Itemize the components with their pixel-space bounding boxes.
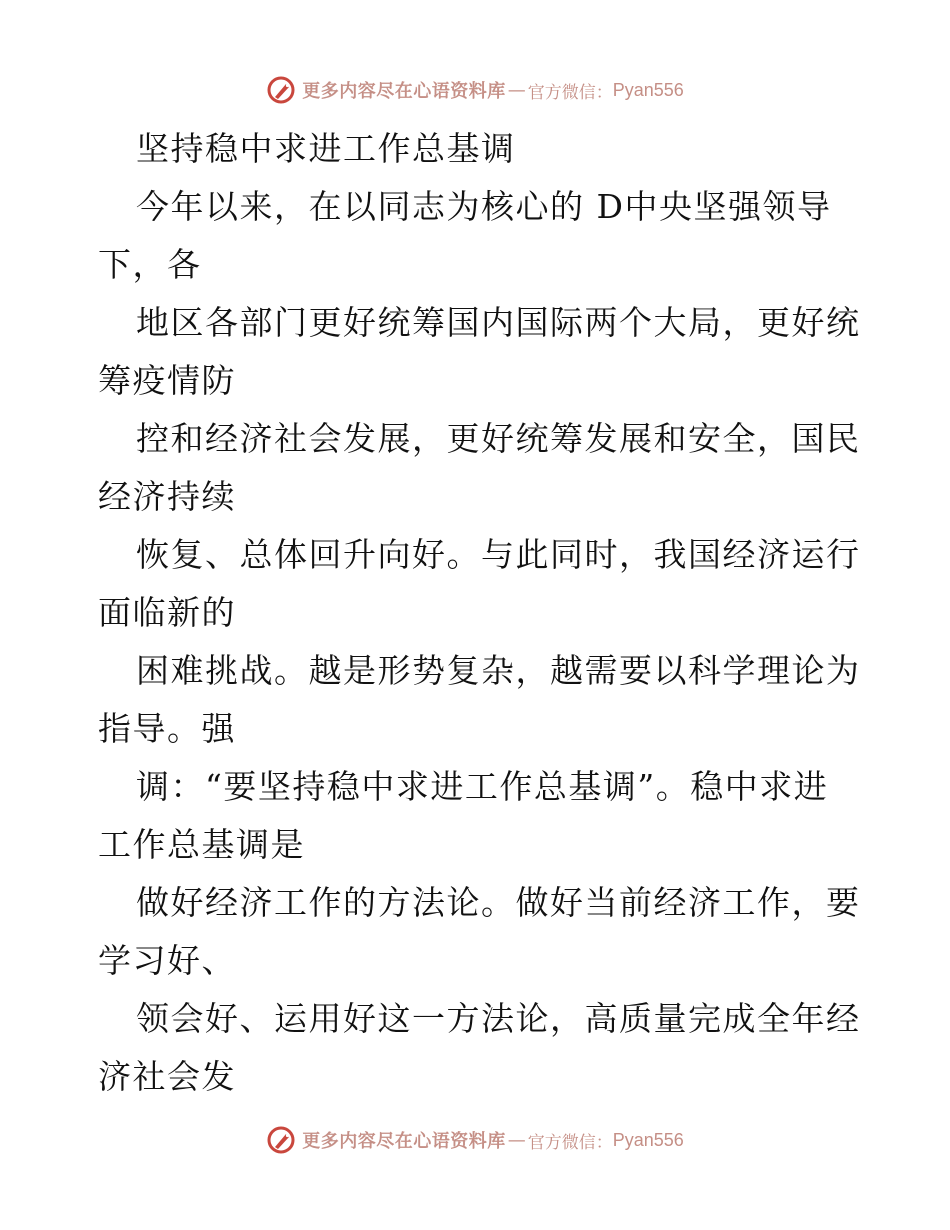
banner-wechat-id: Pyan556 bbox=[612, 1129, 684, 1150]
paragraph-line: 学习好、 bbox=[98, 941, 236, 980]
document-title: 坚持稳中求进工作总基调 bbox=[136, 129, 516, 168]
pen-nib-logo-icon bbox=[266, 1125, 296, 1155]
paragraph-line: 控和经济社会发展，更好统筹发展和安全，国民 bbox=[136, 419, 861, 458]
header-watermark-banner bbox=[0, 70, 950, 110]
paragraph-line: 下，各 bbox=[98, 245, 202, 284]
paragraph-line: 工作总基调是 bbox=[98, 825, 305, 864]
banner-wechat-label: 官方微信： bbox=[527, 82, 613, 103]
paragraph-line: 困难挑战。越是形势复杂，越需要以科学理论为 bbox=[136, 651, 861, 690]
banner-wechat-label: 官方微信： bbox=[527, 1132, 613, 1153]
pen-nib-logo-icon bbox=[266, 75, 296, 105]
paragraph-line: 领会好、运用好这一方法论，高质量完成全年经 bbox=[136, 999, 861, 1038]
banner-wechat-id: Pyan556 bbox=[612, 79, 684, 100]
paragraph-line: 济社会发 bbox=[98, 1057, 236, 1096]
paragraph-line: 今年以来，在以同志为核心的 D中央坚强领导 bbox=[136, 187, 832, 226]
document-body bbox=[98, 120, 861, 1106]
paragraph-line: 面临新的 bbox=[98, 593, 236, 632]
paragraph-line: 地区各部门更好统筹国内国际两个大局，更好统 bbox=[136, 303, 861, 342]
banner-separator: — bbox=[507, 79, 526, 101]
paragraph-line: 指导。强 bbox=[98, 709, 236, 748]
paragraph-line: 做好经济工作的方法论。做好当前经济工作，要 bbox=[136, 883, 861, 922]
paragraph-line: 筹疫情防 bbox=[98, 361, 236, 400]
banner-slogan: 更多内容尽在心语资料库 bbox=[302, 81, 506, 102]
banner-slogan: 更多内容尽在心语资料库 bbox=[302, 1131, 506, 1152]
footer-watermark-banner bbox=[0, 1120, 950, 1160]
paragraph-line: 恢复、总体回升向好。与此同时，我国经济运行 bbox=[136, 535, 861, 574]
banner-separator: — bbox=[507, 1129, 526, 1151]
paragraph-line: 调：“要坚持稳中求进工作总基调”。稳中求进 bbox=[136, 767, 829, 806]
paragraph-line: 经济持续 bbox=[98, 477, 236, 516]
